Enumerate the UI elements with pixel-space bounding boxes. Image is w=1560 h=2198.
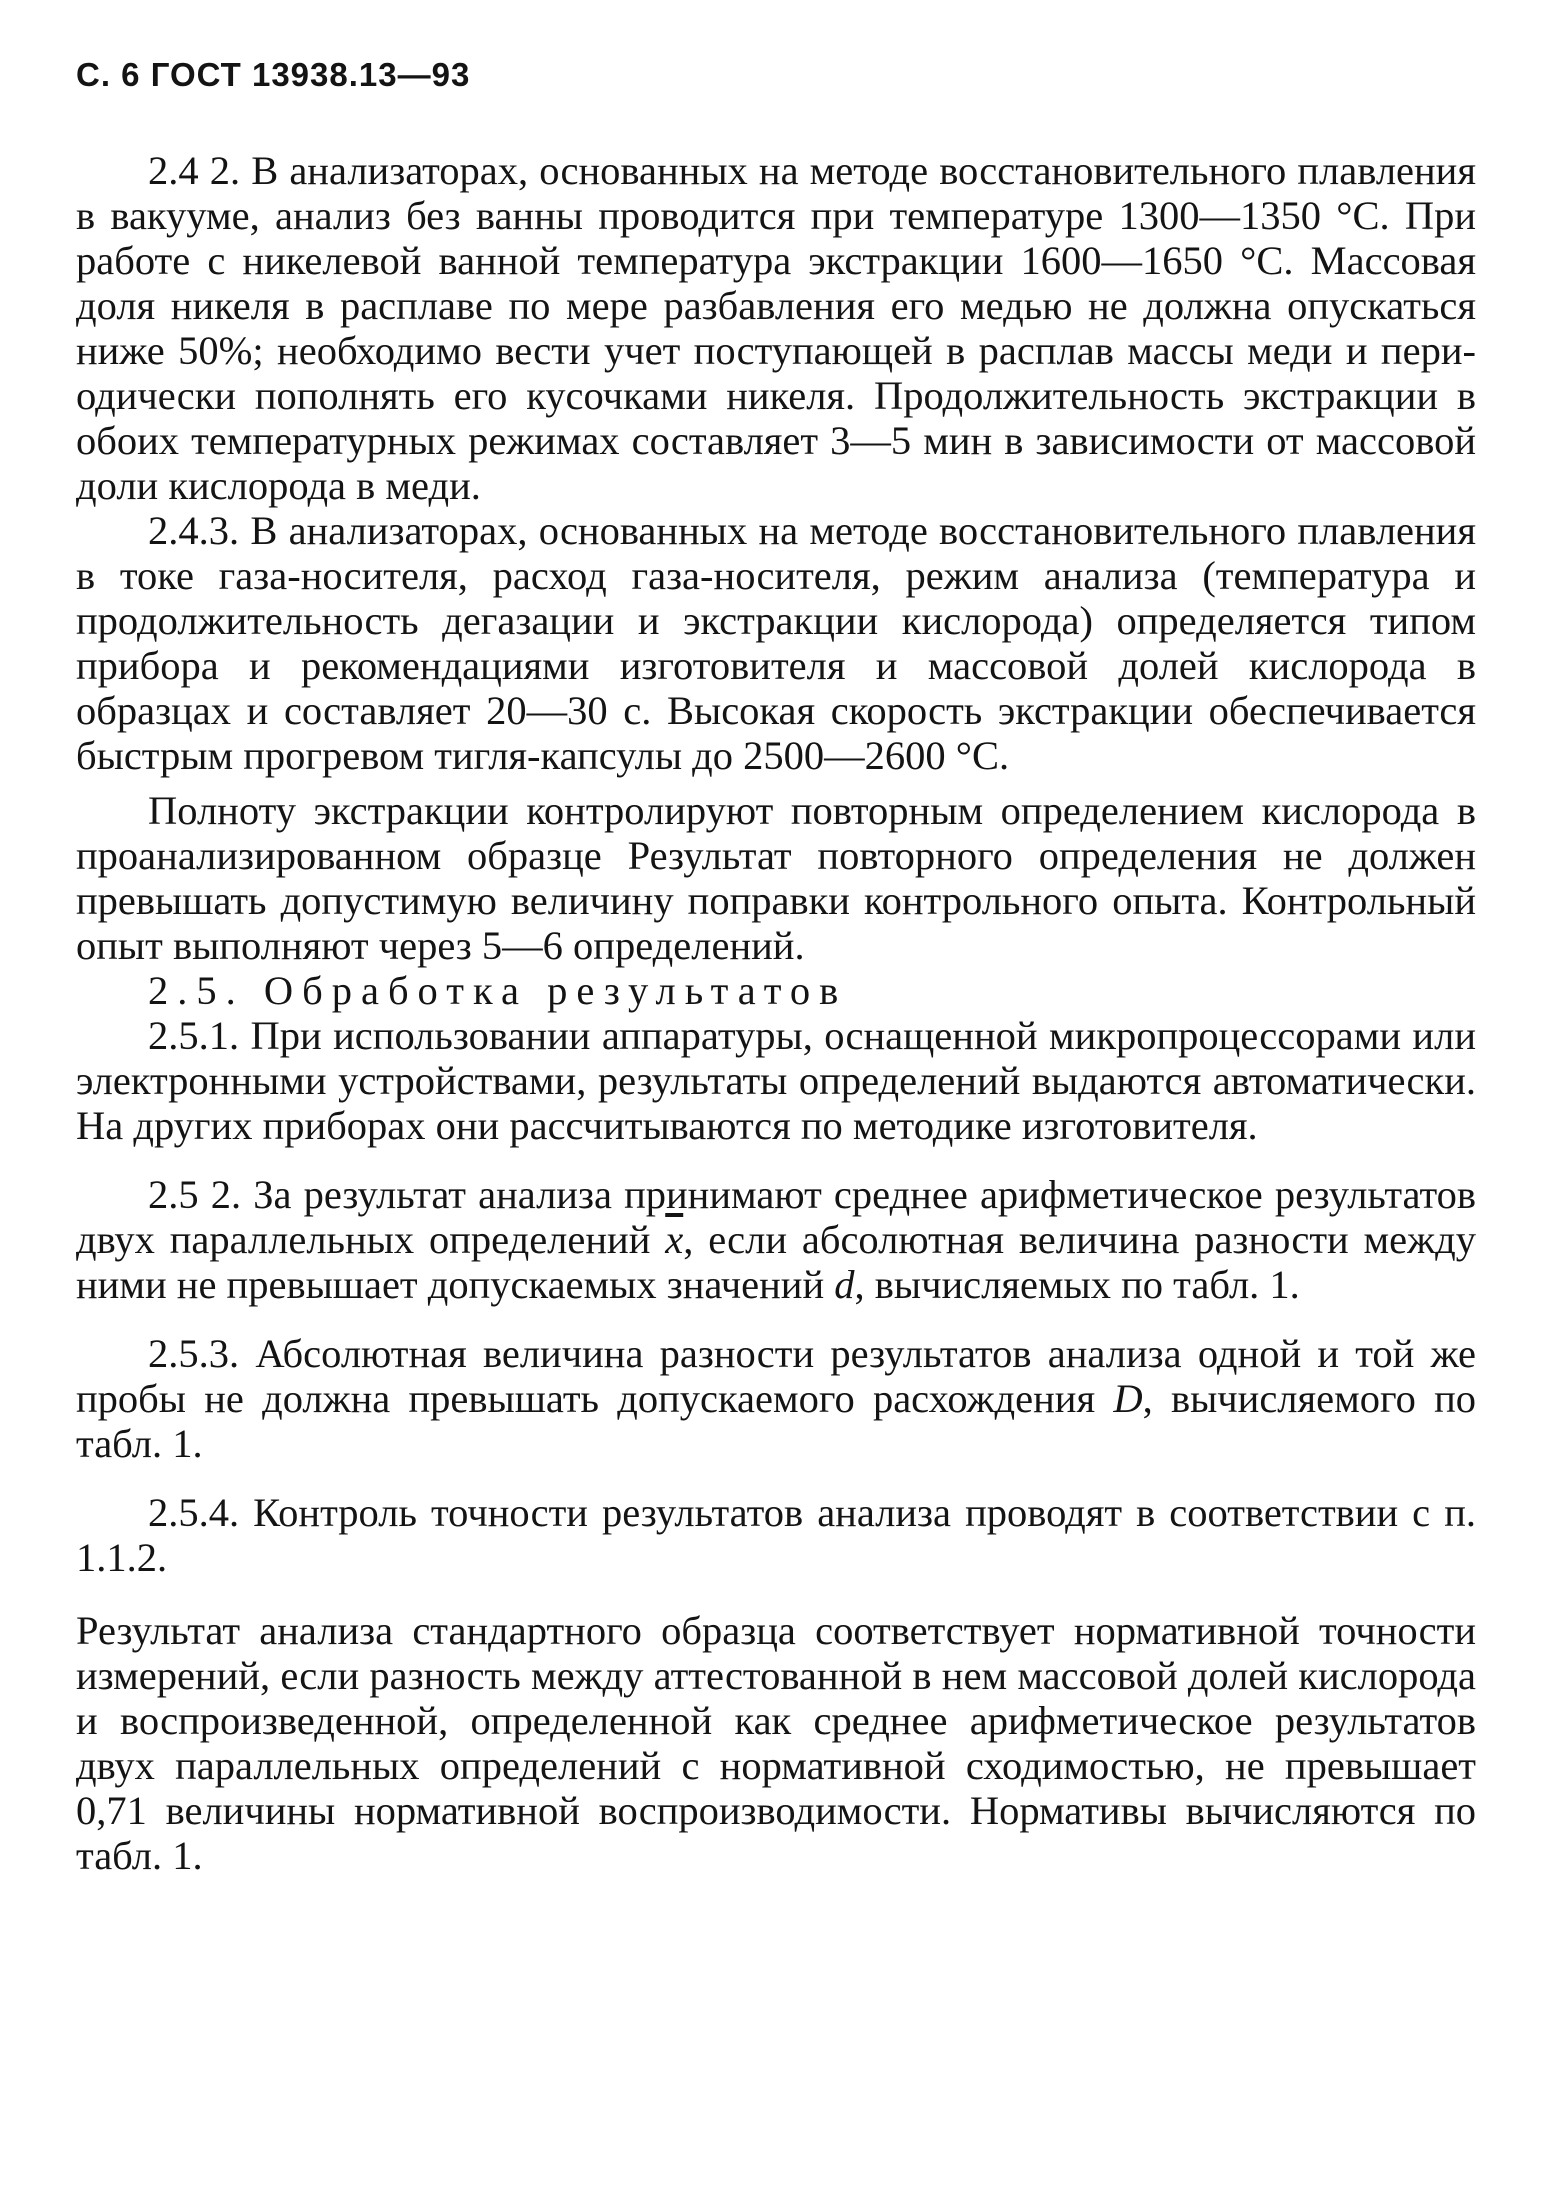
paragraph-standard-sample-result: Результат анализа стандартного образца соответствует нормативной точности измерений, если разность между аттестованной в нем массовой долей кислорода и воспроизведенной, определенной как среднее арифметическое результатов двух параллельных определений с нормативной сходимостью, не превышает 0,71 величины нормативной воспроизводимости. Нормативы вычисляются по табл. 1. bbox=[76, 1608, 1476, 1878]
paragraph-2-5-3-text: 2.5.3. Абсолютная величина разности результатов анализа одной и той же пробы не должна превышать допускаемого расхождения bbox=[76, 1331, 1476, 1421]
paragraph-2-5-3-text-end: , вычисляемого по табл. 1. bbox=[76, 1376, 1476, 1466]
section-heading-2-5: 2.5. Обработка результатов bbox=[148, 968, 848, 1013]
paragraph-2-5-4: 2.5.4. Контроль точности результатов анализа проводят в соответствии с п. 1.1.2. bbox=[76, 1490, 1476, 1580]
paragraph-2-4-3: 2.4.3. В анализаторах, основанных на методе восстановительного плавления в токе газа-носителя, расход газа-носителя, режим анализа (температура и продолжительность дегазации и экстракции кислорода) определяется типом прибора и рекомендациями изготовителя и массовой долей кислорода в образцах и составляет 20—30 с. Высокая скорость экстракции обеспечивается быстрым прогревом тигля-капсулы до 2500—2600 °С. bbox=[76, 508, 1476, 778]
discrepancy-symbol: D bbox=[1113, 1376, 1143, 1421]
page-header: С. 6 ГОСТ 13938.13—93 bbox=[76, 56, 471, 93]
paragraph-2-5-3 bbox=[76, 1331, 1476, 1466]
paragraph-2-5-2-text-cont: , если абсолютная величина разности между ними не превышает допускаемых значений bbox=[76, 1217, 1476, 1307]
document-body bbox=[76, 148, 1476, 1878]
paragraph-2-5-2-text-end: , вычисляемых по табл. 1. bbox=[854, 1262, 1300, 1307]
tolerance-symbol: d bbox=[834, 1262, 855, 1307]
paragraph-2-5-2-text: 2.5 2. За результат анализа принимают среднее арифметическое результатов двух параллельных определений bbox=[76, 1172, 1476, 1262]
paragraph-extraction-completeness: Полноту экстракции контролируют повторным определением кислорода в проанализированном образце Результат повторного определения не должен превышать допустимую величину поправки контрольного опыта. Контрольный опыт выполняют через 5—6 определений. bbox=[76, 788, 1476, 968]
paragraph-2-5-1: 2.5.1. При использовании аппаратуры, оснащенной микропроцессорами или электронными устройствами, результаты определений выдаются автоматически. На других приборах они рассчитываются по методике изготовителя. bbox=[76, 1013, 1476, 1148]
paragraph-2-4-2: 2.4 2. В анализаторах, основанных на методе восстановительного плавления в вакууме, анализ без ванны проводится при температуре 1300—1350 °С. При работе с никелевой ванной температура экстракции 1600—1650 °С. Массовая доля никеля в расплаве по мере разбавления его медью не должна опускаться ниже 50%; необходимо вести учет поступающей в расплав массы меди и периодически пополнять его кусочками никеля. Продолжительность экстракции в обоих температурных режимах составляет 3—5 мин в зависимости от массовой доли кислорода в меди. bbox=[76, 148, 1476, 508]
paragraph-2-5-2 bbox=[76, 1172, 1476, 1307]
mean-symbol: $\overline{x}$ bbox=[665, 1217, 684, 1262]
